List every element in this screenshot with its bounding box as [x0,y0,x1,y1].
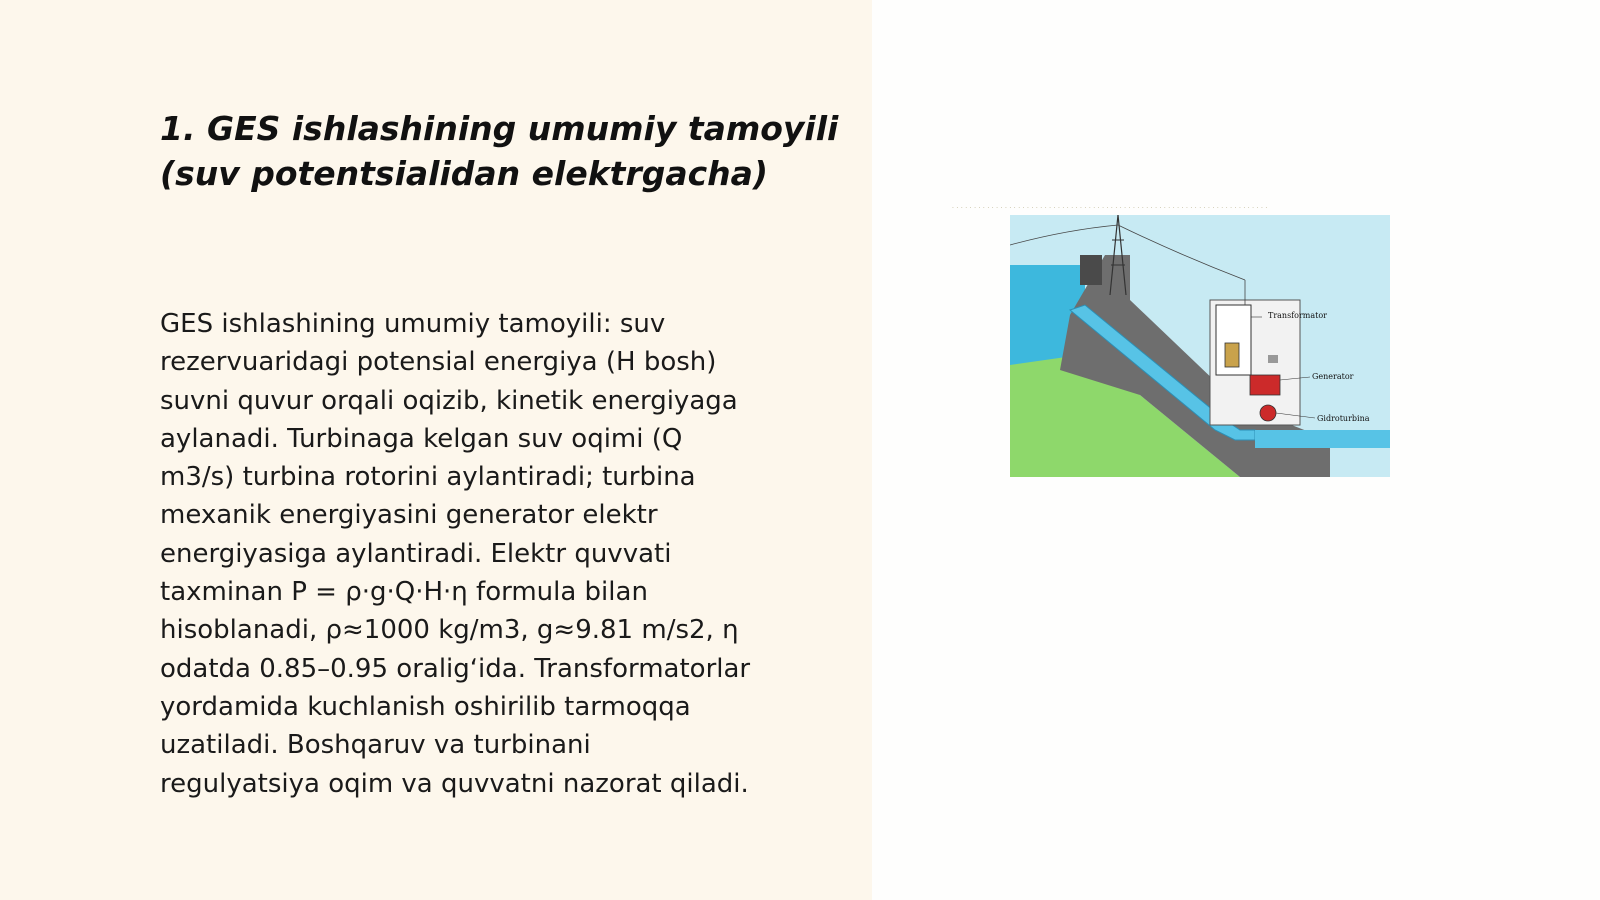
slide-body-text: GES ishlashining umumiy tamoyili: suv rezervuaridagi potensial energiya (H bosh) suvni quvur orqali oqizib, kinetik energiyaga aylanadi. Turbinaga kelgan suv oqimi (Q m3/s) turbina rotorini aylantiradi; turbina mexanik energiyasini generator elektr energiyasiga aylantiradi. Elektr quvvati taxminan P = ρ·g·Q·H·η formula bilan hisoblanadi, ρ≈1000 kg/m3, g≈9.81 m/s2, η odatda 0.85–0.95 oraligʻida. Transformatorlar yordamida kuchlanish oshirilib tarmoqqa uzatiladi. Boshqaruv va turbinani regulyatsiya oqim va quvvatni nazorat qiladi. [160,309,751,799]
turbine-label: Gidroturbina [1317,414,1370,423]
transformer [1225,343,1239,367]
generator [1250,375,1280,395]
hydropower-plant-illustration [1010,215,1390,477]
slide-title: 1. GES ishlashining umumiy tamoyili (suv potentsialidan elektrgacha) [160,109,839,193]
transformer-label: Transformator [1268,311,1327,320]
generator-exciter [1268,355,1278,363]
dam-crest [1080,255,1102,285]
tailrace [1255,430,1390,448]
hydropower-plant-diagram [1010,215,1390,477]
generator-label: Generator [1312,372,1354,381]
turbine [1260,405,1276,421]
diagram-caption-illegible: · · · · · · · · · · · · · · · · · · · · · · · · · · · · · · · · · · · · · · · · · · · · · · · · · · · · · · · · · · · · · · · · · · · · · · · · [952,205,1268,212]
